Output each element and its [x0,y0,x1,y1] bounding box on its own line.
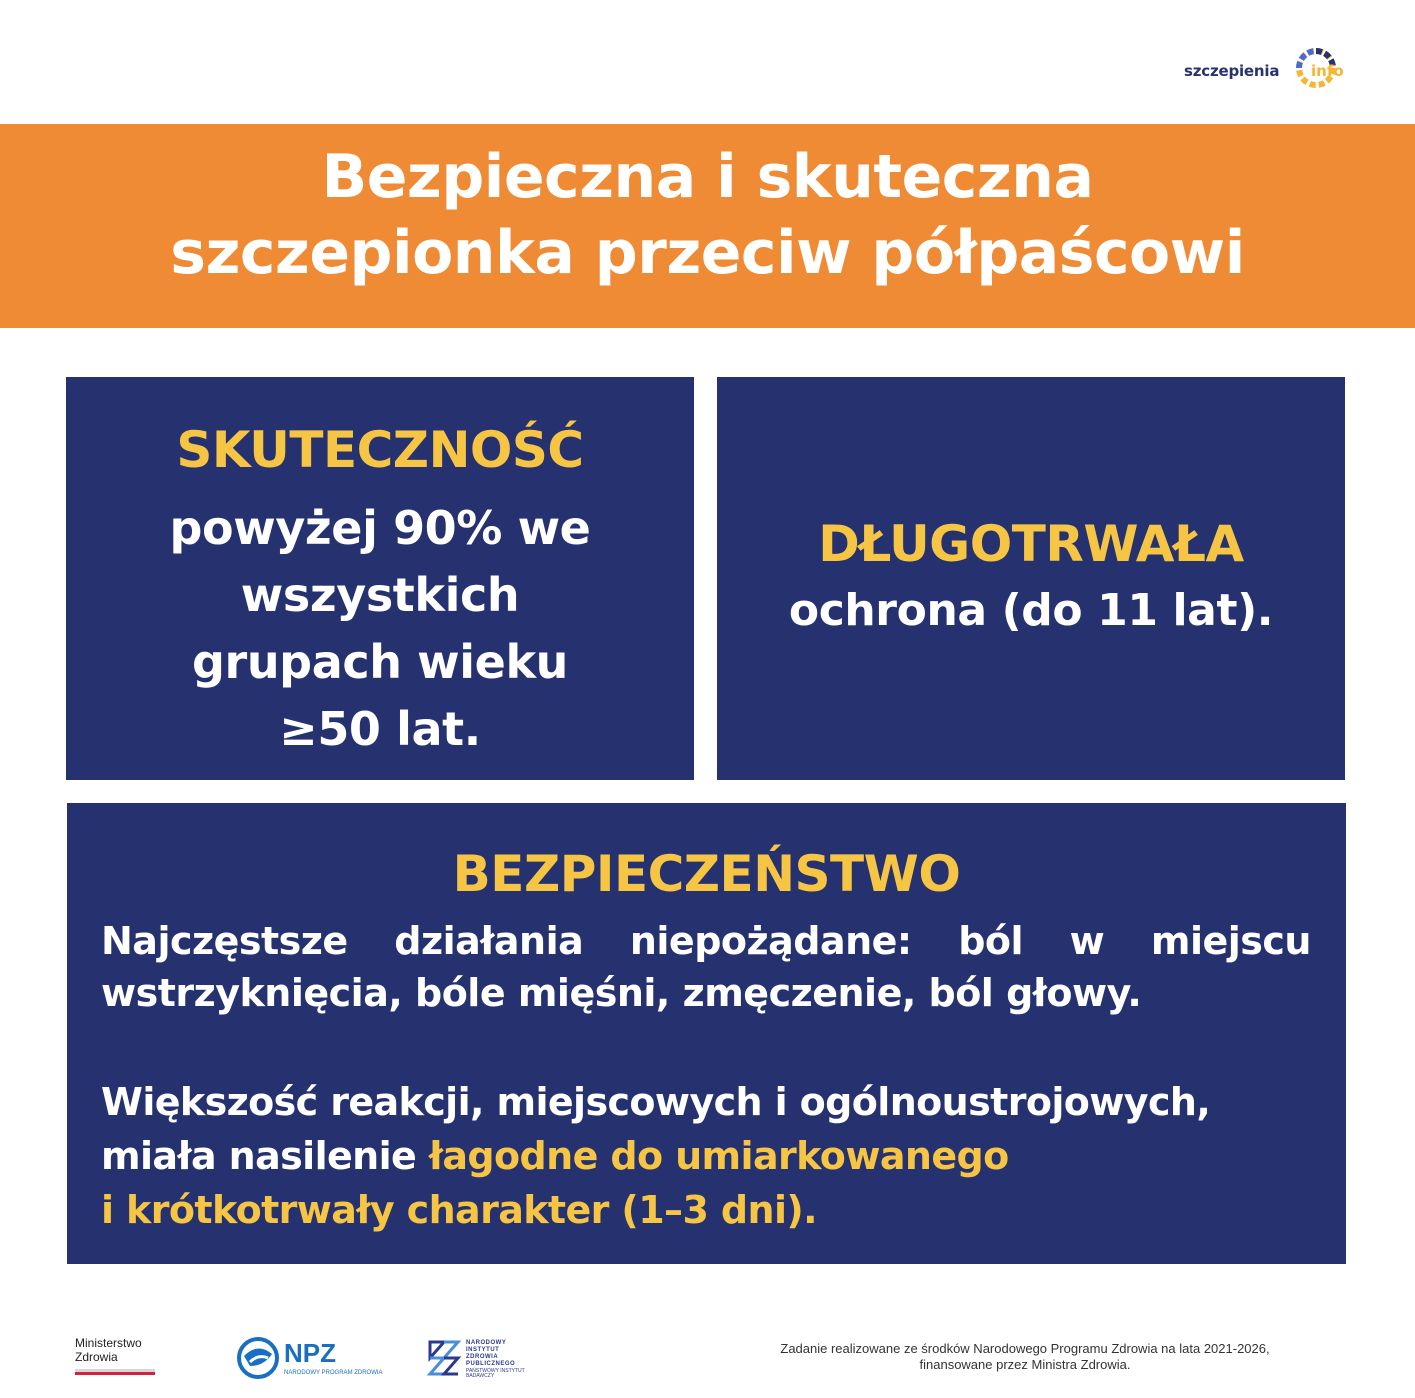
title-line-2: szczepionka przeciw półpaścowi [170,218,1245,288]
flag-red-bar [75,1372,155,1375]
safety-paragraph-1: Najczęstsze działania niepożądane: ból w miejscu wstrzyknięcia, bóle mięśni, zmęczenie, ból głowy. [101,919,1311,1015]
nizp-subtext: PAŃSTWOWY INSTYTUT BADAWCZY [466,1368,525,1379]
nizp-line-3: ZDROWIA [466,1354,499,1360]
npz-subtext: NARODOWY PROGRAM ZDROWIA [284,1370,383,1376]
logo-text: szczepienia [1184,62,1280,80]
ministry-line-2: Zdrowia [75,1350,118,1364]
npz-logo [236,1336,383,1382]
funding-note [720,1341,1330,1373]
nizp-mark-icon [426,1338,462,1376]
effectiveness-line-1: powyżej 90% we [169,501,591,555]
effectiveness-line-4: ≥50 lat. [279,702,481,756]
title-banner [0,124,1415,328]
safety-highlight-short: i krótkotrwały charakter (1–3 dni). [101,1188,817,1232]
title-line-1: Bezpieczna i skuteczna [321,142,1094,212]
nizp-text [466,1340,515,1368]
duration-heading: DŁUGOTRWAŁA [818,515,1244,573]
safety-panel [67,803,1346,1264]
effectiveness-line-3: grupach wieku [192,635,568,689]
effectiveness-body [66,495,694,763]
effectiveness-heading: SKUTECZNOŚĆ [176,421,584,479]
duration-panel [717,377,1345,780]
funding-note-line-2: finansowane przez Ministra Zdrowia. [919,1357,1131,1372]
npz-globe-icon [236,1336,280,1380]
effectiveness-line-2: wszystkich [240,568,520,622]
npz-text: NPZ [284,1338,336,1368]
funding-note-line-1: Zadanie realizowane ze środków Narodowego Programu Zdrowia na lata 2021-2026, [780,1341,1270,1356]
duration-body: ochrona (do 11 lat). [788,585,1274,636]
nizp-logo [426,1338,526,1378]
safety-paragraph-2-line-2 [101,1129,1321,1183]
safety-highlight-mild: łagodne do umiarkowanego [428,1134,1009,1178]
ministry-of-health-logo [75,1336,159,1382]
safety-paragraph-2-line-1: Większość reakcji, miejscowych i ogólnoustrojowych, [101,1080,1211,1124]
effectiveness-panel [66,377,694,780]
ministry-line-1: Ministerstwo [75,1336,142,1350]
nizp-line-1: NARODOWY [466,1340,507,1346]
safety-heading: BEZPIECZEŃSTWO [452,845,961,903]
safety-paragraph-2 [101,1075,1321,1237]
safety-paragraph-2-prefix: miała nasilenie [101,1134,429,1178]
szczepienia-info-logo [1180,46,1350,90]
logo-suffix: info [1311,62,1344,80]
nizp-line-4: PUBLICZNEGO [466,1361,516,1367]
nizp-line-2: INSTYTUT [466,1347,500,1353]
